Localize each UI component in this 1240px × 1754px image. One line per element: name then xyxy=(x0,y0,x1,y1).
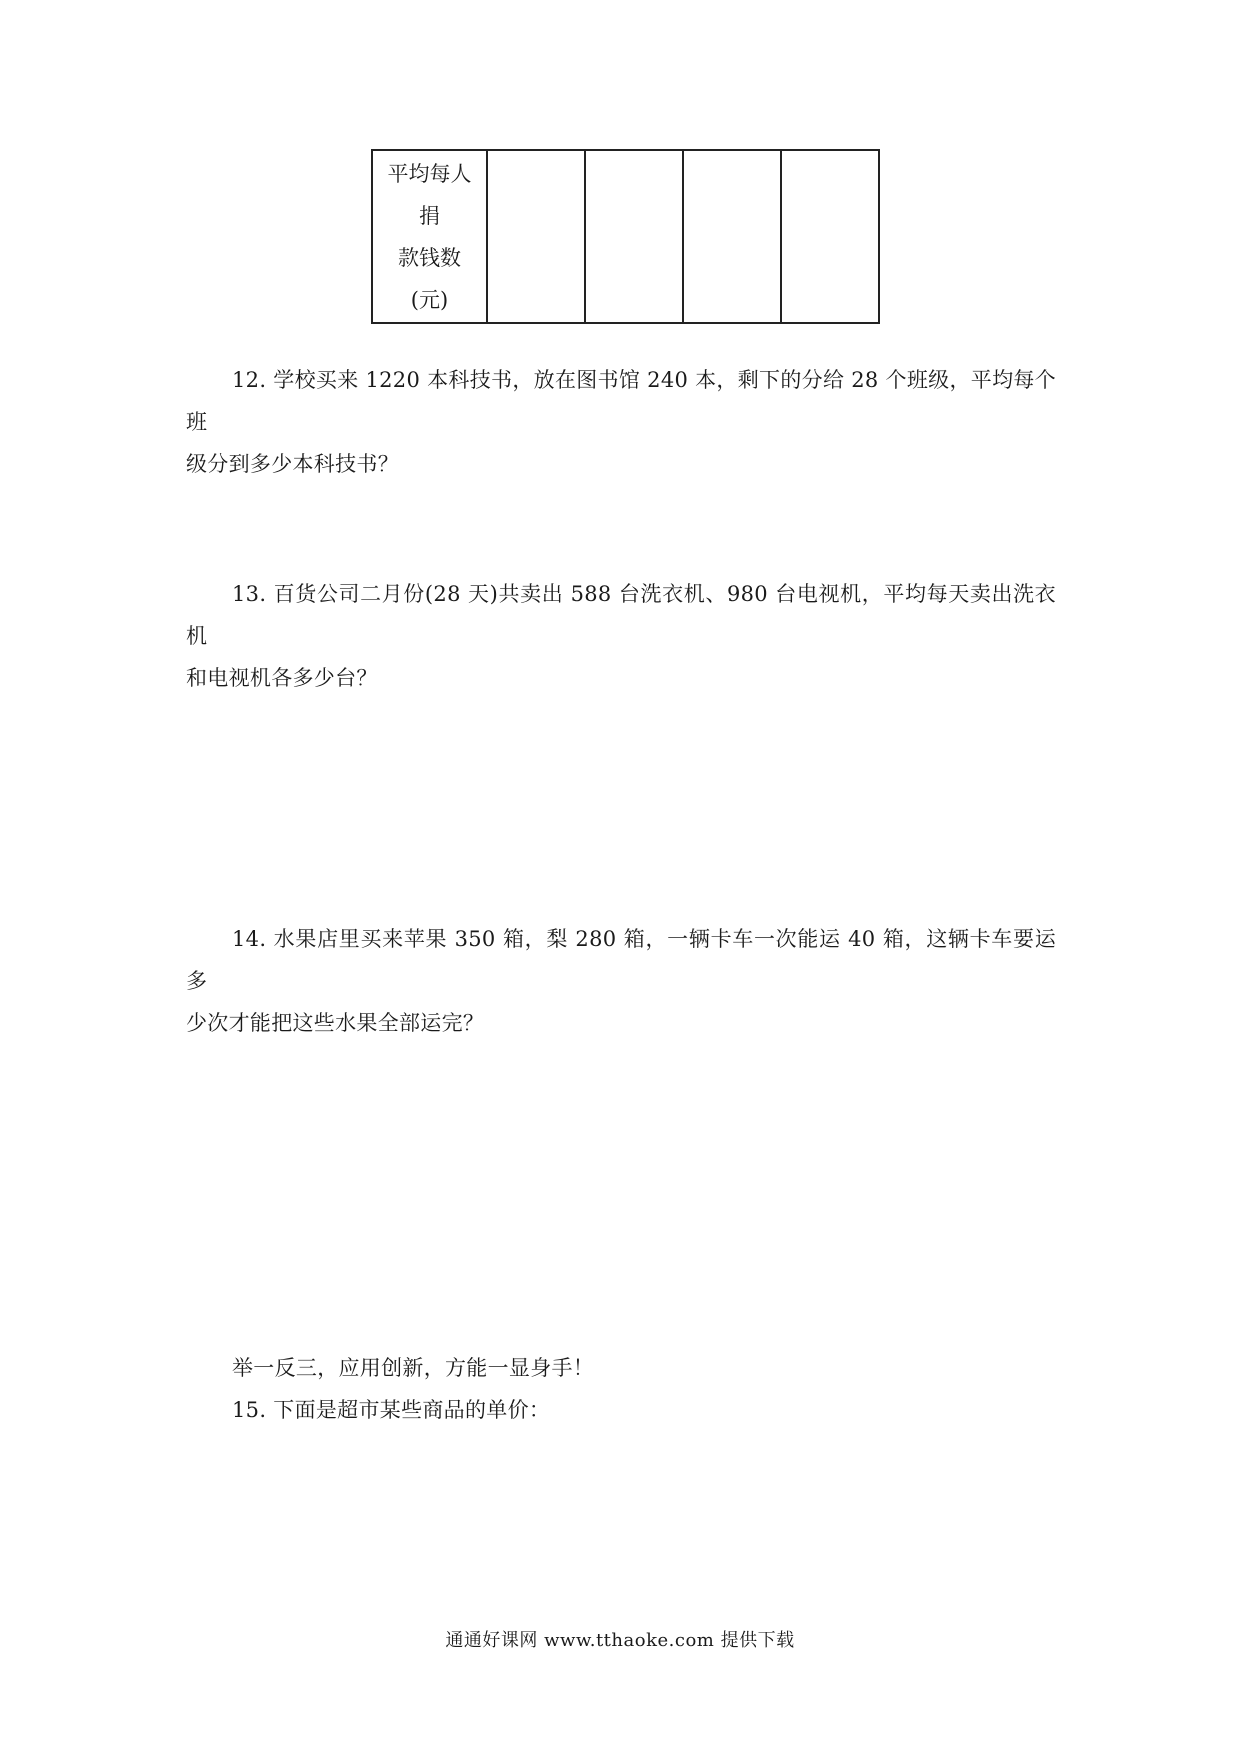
question-text-line: 和电视机各多少台？ xyxy=(186,666,378,690)
question-12 xyxy=(186,359,1056,485)
question-text-line: 少次才能把这些水果全部运完？ xyxy=(186,1011,485,1035)
page-footer: 通通好课网 www.tthaoke.com 提供下载 xyxy=(445,1630,795,1651)
row-label-line: (元) xyxy=(410,287,449,312)
question-15: 15. 下面是超市某些商品的单价： xyxy=(232,1398,551,1422)
donation-table xyxy=(371,149,880,324)
row-label-line: 平均每人 xyxy=(387,161,472,186)
row-label-cell xyxy=(372,150,487,323)
question-text-line: 级分到多少本科技书？ xyxy=(186,452,399,476)
answer-cell[interactable] xyxy=(781,150,879,323)
row-label-line: 款钱数 xyxy=(398,245,461,270)
question-text-line: 12. 学校买来 1220 本科技书，放在图书馆 240 本，剩下的分给 28 个班级，平均每个班 xyxy=(186,368,1056,434)
answer-cell[interactable] xyxy=(683,150,781,323)
table-row xyxy=(372,150,879,323)
answer-cell[interactable] xyxy=(487,150,585,323)
question-text-line: 14. 水果店里买来苹果 350 箱，梨 280 箱，一辆卡车一次能运 40 箱，这辆卡车要运多 xyxy=(186,927,1056,993)
question-14 xyxy=(186,918,1056,1044)
answer-cell[interactable] xyxy=(585,150,683,323)
row-label-line: 捐 xyxy=(419,203,440,228)
question-13 xyxy=(186,573,1056,699)
section-heading: 举一反三，应用创新，方能一显身手！ xyxy=(232,1356,595,1380)
question-text-line: 13. 百货公司二月份(28 天)共卖出 588 台洗衣机、980 台电视机，平均每天卖出洗衣机 xyxy=(186,582,1056,648)
